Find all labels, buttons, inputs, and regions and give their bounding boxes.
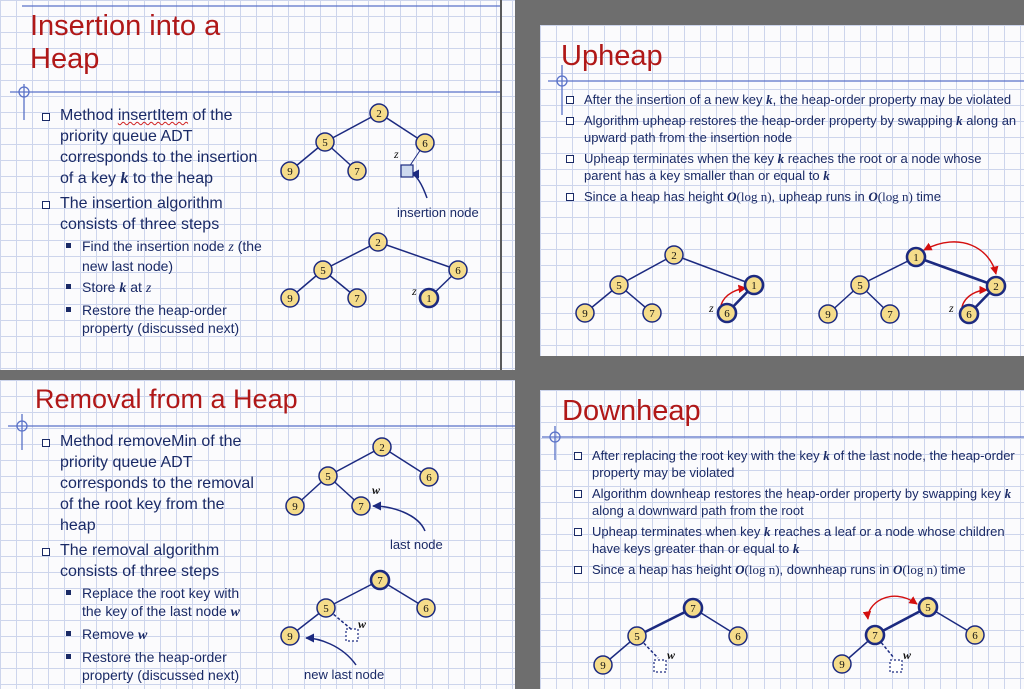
- heap-node-7-last: [352, 497, 370, 515]
- removed-node-square: [654, 660, 666, 672]
- svg-text:7: 7: [358, 501, 364, 513]
- heap-node-6: [966, 626, 984, 644]
- node-label-z: z: [394, 147, 399, 161]
- heap-node-5: [314, 261, 332, 279]
- bullet-removal-algorithm: The removal algorithm consists of three steps: [40, 540, 262, 582]
- slide-title: Upheap: [561, 40, 663, 72]
- svg-text:6: 6: [966, 309, 972, 321]
- heap-node-2: [665, 246, 683, 264]
- heap-node-2: [369, 233, 387, 251]
- bullet-downheap-complexity: Since a heap has height O(log n), downheap runs in O(log n) time: [572, 561, 1022, 578]
- svg-text:6: 6: [422, 138, 428, 150]
- bullet-list: [564, 91, 1020, 205]
- svg-text:6: 6: [972, 630, 978, 642]
- heap-node-9: [281, 162, 299, 180]
- heap-node-1: [745, 276, 763, 294]
- heap-node-5: [851, 276, 869, 294]
- heap-node-7: [881, 305, 899, 323]
- svg-text:6: 6: [455, 265, 461, 277]
- bullet-after-insertion: After the insertion of a new key k, the heap-order property may be violated: [564, 91, 1020, 108]
- heap-diagram-after-removal: [280, 568, 480, 683]
- svg-text:9: 9: [839, 659, 845, 671]
- slide-removal: [0, 380, 515, 689]
- heap-node-7-root: [684, 599, 702, 617]
- svg-text:6: 6: [423, 603, 429, 615]
- svg-text:5: 5: [322, 137, 328, 149]
- svg-text:5: 5: [634, 631, 640, 643]
- bullet-after-replacing-root: After replacing the root key with the key k of the last node, the heap-order property may be violated: [572, 447, 1022, 481]
- slide-edge: [500, 0, 502, 370]
- svg-text:7: 7: [872, 630, 878, 642]
- slide-title: Removal from a Heap: [35, 384, 298, 414]
- insertion-node-label: insertion node: [397, 205, 479, 220]
- bullet-method-insertitem: Method insertItem of the priority queue ADT corresponds to the insertion of a key k to the heap: [40, 105, 262, 189]
- downheap-diagram-after: [830, 597, 1024, 682]
- svg-text:9: 9: [600, 660, 606, 672]
- heap-node-9: [594, 656, 612, 674]
- node-label-z: z: [412, 284, 417, 298]
- svg-text:9: 9: [287, 166, 293, 178]
- svg-text:9: 9: [292, 501, 298, 513]
- slide-insertion: [0, 0, 515, 370]
- upheap-diagram-before: [570, 243, 770, 323]
- svg-text:6: 6: [724, 308, 730, 320]
- heap-node-9: [286, 497, 304, 515]
- svg-text:2: 2: [993, 281, 999, 293]
- svg-text:7: 7: [887, 309, 893, 321]
- heap-node-7: [348, 289, 366, 307]
- svg-text:9: 9: [582, 308, 588, 320]
- heap-node-6: [420, 468, 438, 486]
- svg-text:9: 9: [287, 293, 293, 305]
- heap-node-5: [628, 627, 646, 645]
- bullet-insertion-algorithm: The insertion algorithm consists of three steps: [40, 193, 262, 235]
- node-label-w: w: [358, 617, 367, 631]
- slide-title: Downheap: [562, 395, 701, 427]
- svg-text:5: 5: [616, 280, 622, 292]
- code-insertitem: insertItem: [117, 107, 189, 124]
- svg-text:7: 7: [354, 293, 360, 305]
- svg-text:7: 7: [690, 603, 696, 615]
- heap-node-2: [370, 104, 388, 122]
- heap-node-9: [576, 304, 594, 322]
- svg-text:7: 7: [649, 308, 655, 320]
- bullet-upheap-terminates: Upheap terminates when the key k reaches the root or a node whose parent has a key smaller than or equal to k: [564, 150, 1020, 184]
- bullet-list: [40, 105, 262, 337]
- heap-node-6: [960, 305, 978, 323]
- svg-text:2: 2: [376, 108, 382, 120]
- insertion-node-square: [401, 165, 413, 177]
- svg-text:1: 1: [426, 293, 432, 305]
- step-restore-heap-order: Restore the heap-order property (discussed next): [40, 301, 262, 337]
- step-find-insertion-node: Find the insertion node z (the new last node): [40, 237, 262, 275]
- slide-title: [30, 10, 220, 77]
- bullet-upheap-algorithm: Algorithm upheap restores the heap-order property by swapping k along an upward path from the insertion node: [564, 112, 1020, 146]
- new-last-node-label: new last node: [304, 667, 385, 682]
- svg-text:5: 5: [320, 265, 326, 277]
- svg-text:9: 9: [825, 309, 831, 321]
- title-line-1: Insertion into a: [30, 10, 221, 42]
- svg-text:5: 5: [325, 471, 331, 483]
- heap-diagram-before-removal: [280, 434, 480, 552]
- upheap-diagram-after: [810, 243, 1010, 323]
- node-label-w: w: [372, 483, 381, 497]
- heap-diagram-before-insertion: [270, 100, 500, 220]
- svg-text:5: 5: [323, 603, 329, 615]
- heap-node-9: [833, 655, 851, 673]
- heap-node-6: [417, 599, 435, 617]
- svg-text:6: 6: [735, 631, 741, 643]
- removed-node-square: [346, 629, 358, 641]
- heap-diagram-after-insertion: [270, 229, 500, 319]
- node-label-z: z: [709, 301, 714, 315]
- heap-node-7: [866, 626, 884, 644]
- node-label-z: z: [949, 301, 954, 315]
- heap-node-5: [316, 133, 334, 151]
- svg-text:2: 2: [671, 250, 677, 262]
- removed-node-square: [890, 660, 902, 672]
- bullet-list: [40, 431, 262, 684]
- step-store-key: Store k at z: [40, 278, 262, 298]
- svg-text:7: 7: [354, 166, 360, 178]
- heap-node-7: [348, 162, 366, 180]
- svg-text:1: 1: [751, 280, 757, 292]
- svg-text:2: 2: [375, 237, 381, 249]
- heap-node-5-root: [919, 598, 937, 616]
- svg-text:7: 7: [377, 575, 383, 587]
- heap-node-2: [987, 277, 1005, 295]
- heap-node-1-inserted: [420, 289, 438, 307]
- heap-node-6: [449, 261, 467, 279]
- svg-text:9: 9: [287, 631, 293, 643]
- slide-downheap: [540, 390, 1024, 689]
- step-remove-w: Remove w: [40, 625, 262, 645]
- heap-node-7-root: [371, 571, 389, 589]
- last-node-label: last node: [390, 537, 443, 552]
- bullet-downheap-terminates: Upheap terminates when key k reaches a leaf or a node whose children have keys greater than or equal to k: [572, 523, 1022, 557]
- svg-text:1: 1: [913, 252, 919, 264]
- heap-node-9-new-last: [281, 627, 299, 645]
- slide-upheap: [540, 25, 1024, 356]
- heap-node-5: [319, 467, 337, 485]
- title-line-2: Heap: [30, 43, 100, 76]
- bullet-list: [572, 447, 1022, 578]
- heap-node-5: [610, 276, 628, 294]
- bullet-downheap-algorithm: Algorithm downheap restores the heap-order property by swapping key k along a downward path from the root: [572, 485, 1022, 519]
- svg-text:2: 2: [379, 442, 385, 454]
- heap-node-6: [416, 134, 434, 152]
- node-label-w: w: [667, 648, 676, 662]
- heap-node-6: [718, 304, 736, 322]
- heap-node-5: [317, 599, 335, 617]
- heap-node-9: [819, 305, 837, 323]
- step-restore-heap-order: Restore the heap-order property (discussed next): [40, 648, 262, 684]
- bullet-method-removemin: Method removeMin of the priority queue ADT corresponds to the removal of the root key from the heap: [40, 431, 262, 536]
- step-replace-root-key: Replace the root key with the key of the last node w: [40, 584, 262, 622]
- svg-text:6: 6: [426, 472, 432, 484]
- node-label-w: w: [903, 648, 912, 662]
- heap-node-9: [281, 289, 299, 307]
- heap-node-2: [373, 438, 391, 456]
- svg-text:5: 5: [925, 602, 931, 614]
- heap-node-6: [729, 627, 747, 645]
- downheap-diagram-before: [590, 597, 790, 682]
- svg-text:5: 5: [857, 280, 863, 292]
- heap-node-1: [907, 248, 925, 266]
- heap-node-7: [643, 304, 661, 322]
- bullet-upheap-complexity: Since a heap has height O(log n), upheap runs in O(log n) time: [564, 188, 1020, 205]
